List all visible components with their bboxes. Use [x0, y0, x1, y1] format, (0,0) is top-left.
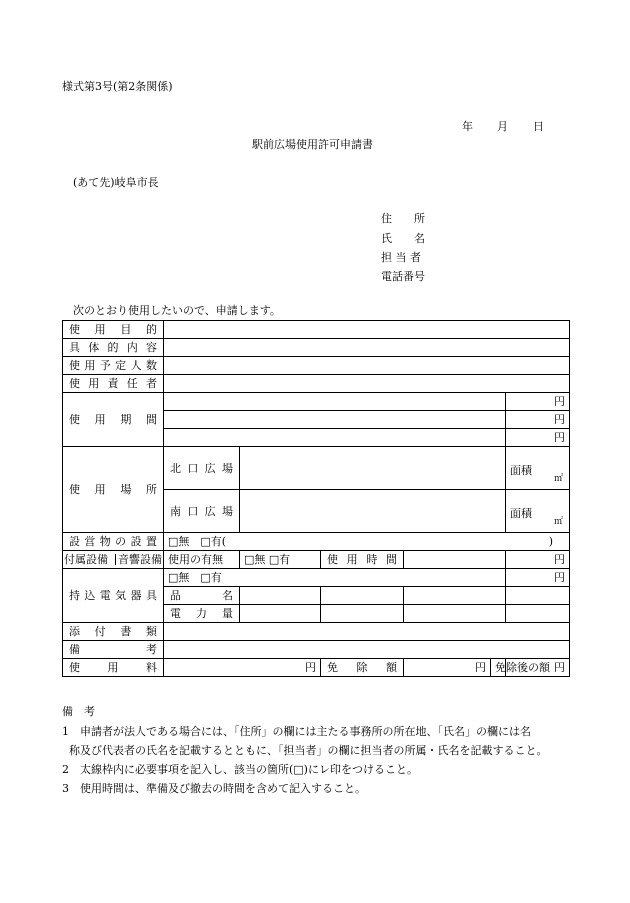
expected-people-field[interactable]: [164, 357, 570, 375]
attached-equipment-label: 付属設備: [64, 553, 108, 566]
period-yen-3: 円: [506, 429, 570, 447]
row-place-north: [63, 447, 570, 490]
intro-text: 次のとおり使用したいので、申請します。: [73, 304, 281, 317]
power-field-3[interactable]: [404, 605, 506, 623]
exemption-yen[interactable]: 円: [404, 659, 491, 676]
electric-options[interactable]: □無 □有: [164, 569, 506, 587]
north-plaza-label: 北 口 広 場: [170, 461, 233, 475]
item-name-label: 品 名: [170, 589, 233, 602]
period-label: 使 用 期 間: [69, 413, 157, 426]
sound-yesno-options[interactable]: □無 □有: [240, 551, 321, 569]
document-title: 駅前広場使用許可申請書: [252, 138, 373, 151]
period-yen-1: 円: [506, 393, 570, 411]
south-plaza-field[interactable]: [240, 490, 506, 533]
row-purpose: [63, 321, 570, 339]
expected-people-label: 使 用 予 定 人 数: [69, 359, 157, 372]
applicant-phone-label: 電話番号: [381, 270, 425, 283]
exemption-label: 免 除 額: [327, 661, 397, 674]
north-plaza-field[interactable]: [240, 447, 506, 490]
power-field-2[interactable]: [321, 605, 404, 623]
row-expected-people: [63, 357, 570, 375]
note-3: 3 使用時間は、準備及び撤去の時間を含めて記入すること。: [62, 782, 366, 795]
form-number: 様式第3号(第2条関係): [62, 80, 173, 93]
responsible-label: 使 用 責 任 者: [69, 377, 157, 390]
installation-options[interactable]: □無 □有(: [168, 535, 227, 548]
item-name-field-3[interactable]: [404, 587, 506, 605]
period-field-1[interactable]: [164, 393, 506, 411]
remarks-field[interactable]: [164, 641, 570, 659]
south-area-cell[interactable]: [506, 490, 570, 533]
use-time-label: 使 用 時 間: [327, 553, 397, 566]
period-field-2[interactable]: [164, 411, 506, 429]
installation-close: ): [548, 535, 554, 548]
application-table: [62, 320, 570, 677]
north-area-unit: ㎡: [554, 474, 564, 484]
north-area-cell[interactable]: [506, 447, 570, 490]
after-exemption-label: 免除後の額: [495, 661, 550, 674]
item-name-field-2[interactable]: [321, 587, 404, 605]
row-responsible: [63, 375, 570, 393]
date-day: 日: [533, 120, 544, 133]
details-label: 具 体 的 内 容: [69, 341, 157, 354]
sound-equipment-label: 音響設備: [115, 554, 162, 565]
addressee: (あて先)岐阜市長: [73, 176, 159, 189]
purpose-label: 使 用 目 的: [69, 323, 157, 336]
row-attached-equipment: [63, 551, 570, 569]
purpose-field[interactable]: [164, 321, 570, 339]
item-name-field-1[interactable]: [240, 587, 321, 605]
installation-label: 設 営 物 の 設 置: [69, 535, 157, 548]
period-field-3[interactable]: [164, 429, 506, 447]
applicant-contact-label: 担 当 者: [381, 251, 421, 264]
fee-yen[interactable]: 円: [164, 659, 321, 677]
power-field-1[interactable]: [240, 605, 321, 623]
sound-yen: 円: [506, 551, 570, 569]
note-2: 2 太線枠内に必要事項を記入し、該当の箇所(□)にレ印をつけること。: [62, 763, 418, 776]
power-field-4[interactable]: [506, 605, 570, 623]
remarks-label: 備 考: [69, 643, 157, 656]
after-exemption-yen[interactable]: 円: [506, 659, 570, 677]
row-remarks: [63, 641, 570, 659]
electric-label: 持 込 電 気 器 具: [69, 589, 157, 602]
notes-title: 備 考: [62, 705, 95, 718]
north-area-label: 面積: [510, 463, 532, 477]
item-name-field-4[interactable]: [506, 587, 570, 605]
details-field[interactable]: [164, 339, 570, 357]
electric-yen: 円: [506, 569, 570, 587]
installation-field[interactable]: [164, 533, 570, 551]
row-installation: [63, 533, 570, 551]
row-period-1: [63, 393, 570, 411]
applicant-name-label: 氏 名: [381, 232, 425, 245]
attachments-label: 添 付 書 類: [69, 625, 157, 638]
power-label: 電 力 量: [170, 607, 233, 620]
date-year: 年: [462, 120, 473, 133]
place-label: 使 用 場 所: [69, 483, 157, 496]
row-attachments: [63, 623, 570, 641]
attachments-field[interactable]: [164, 623, 570, 641]
note-1a: 1 申請者が法人である場合には、「住所」の欄には主たる事務所の所在地、「氏名」の欄には名: [62, 725, 531, 738]
fee-label: 使 用 料: [69, 661, 157, 674]
applicant-address-label: 住 所: [381, 212, 425, 225]
use-time-field[interactable]: [404, 551, 506, 569]
row-fee: [63, 659, 570, 677]
row-electric-1: [63, 569, 570, 587]
responsible-field[interactable]: [164, 375, 570, 393]
use-yesno-label: 使用の有無: [164, 551, 240, 569]
date-month: 月: [497, 120, 508, 133]
row-details: [63, 339, 570, 357]
south-plaza-label: 南 口 広 場: [170, 504, 233, 518]
note-1b: 称及び代表者の氏名を記載するとともに、「担当者」の欄に担当者の所属・氏名を記載すること。: [69, 744, 548, 757]
period-yen-2: 円: [506, 411, 570, 429]
south-area-label: 面積: [510, 506, 532, 520]
south-area-unit: ㎡: [554, 517, 564, 527]
